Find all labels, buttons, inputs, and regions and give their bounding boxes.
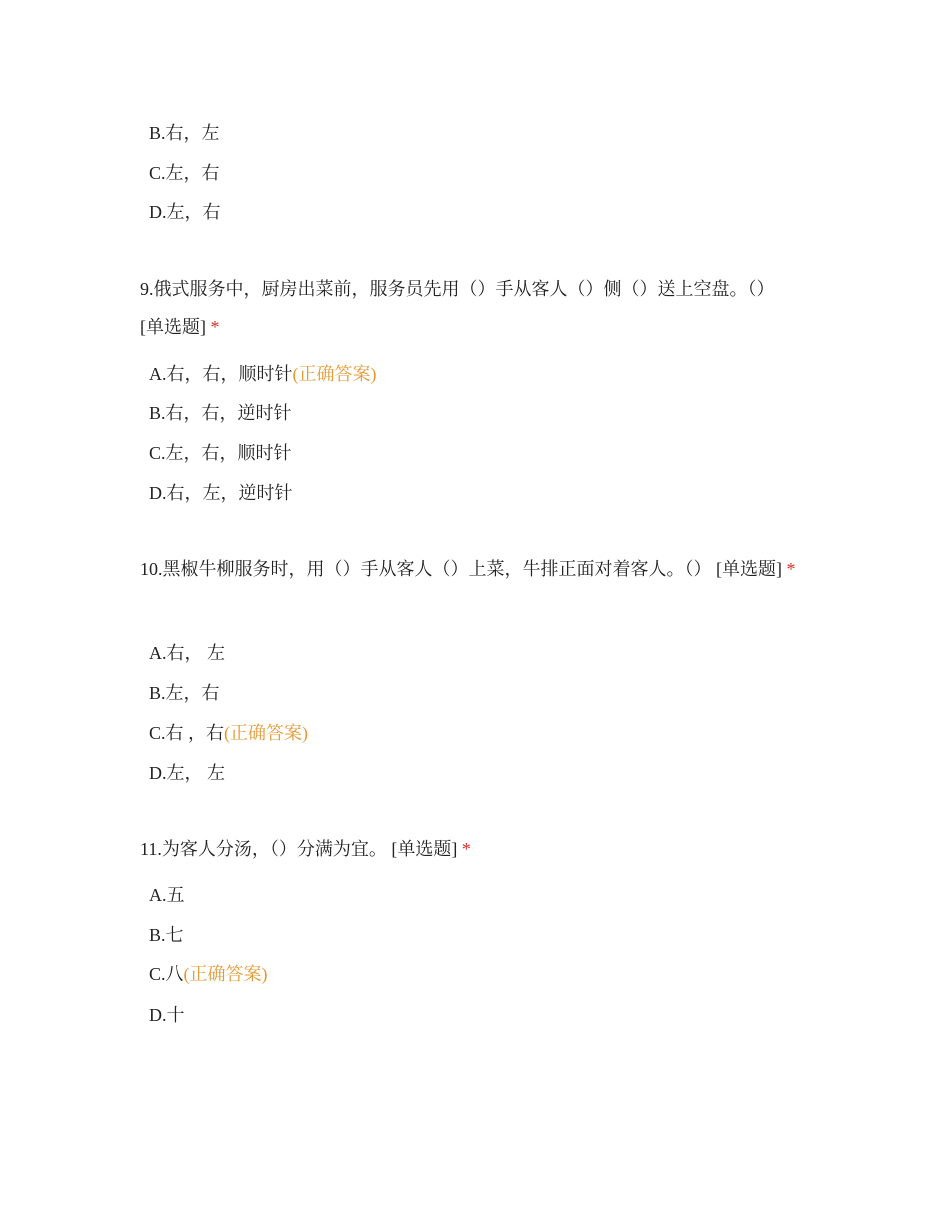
- q11-type: [单选题]: [391, 839, 458, 859]
- q11-text: 11.为客人分汤，（）分满为宜。: [140, 839, 387, 859]
- q9-option-b: B.右，右，逆时针: [149, 403, 292, 423]
- q8-option-c: C.左，右: [149, 163, 220, 183]
- q8-option-d: D.左，右: [149, 202, 221, 222]
- q11-option-d: D.十: [149, 1005, 185, 1025]
- q8-option-b: B.右，左: [149, 123, 220, 143]
- q11-option-c: C.八(正确答案): [149, 964, 268, 984]
- q9-text: 9.俄式服务中，厨房出菜前，服务员先用（）手从客人（）侧（）送上空盘。（）: [140, 279, 775, 299]
- correct-answer-label: (正确答案): [183, 964, 268, 984]
- q11-question: [140, 830, 805, 868]
- q10-required-mark: *: [786, 559, 796, 579]
- q10-question: [140, 550, 805, 588]
- q10-option-a: A.右， 左: [149, 643, 225, 663]
- q10-option-b: B.左，右: [149, 683, 220, 703]
- q11-required-mark: *: [461, 839, 471, 859]
- q9-question: [140, 270, 805, 346]
- q10-text: 10.黑椒牛柳服务时，用（）手从客人（）上菜，牛排正面对着客人。（） [单选题]: [140, 559, 782, 579]
- q11-option-b: B.七: [149, 925, 184, 945]
- q9-option-a: A.右，右，顺时针(正确答案): [149, 364, 377, 384]
- q9-required-mark: *: [210, 317, 220, 337]
- q9-option-d: D.右，左，逆时针: [149, 483, 293, 503]
- q10-option-d: D.左， 左: [149, 763, 225, 783]
- q10-option-c: C.右 ，右(正确答案): [149, 723, 309, 743]
- q9-option-c: C.左，右，顺时针: [149, 443, 292, 463]
- q11-option-a: A.五: [149, 885, 185, 905]
- q9-type: [单选题]: [140, 317, 206, 337]
- correct-answer-label: (正确答案): [292, 364, 377, 384]
- correct-answer-label: (正确答案): [224, 723, 309, 743]
